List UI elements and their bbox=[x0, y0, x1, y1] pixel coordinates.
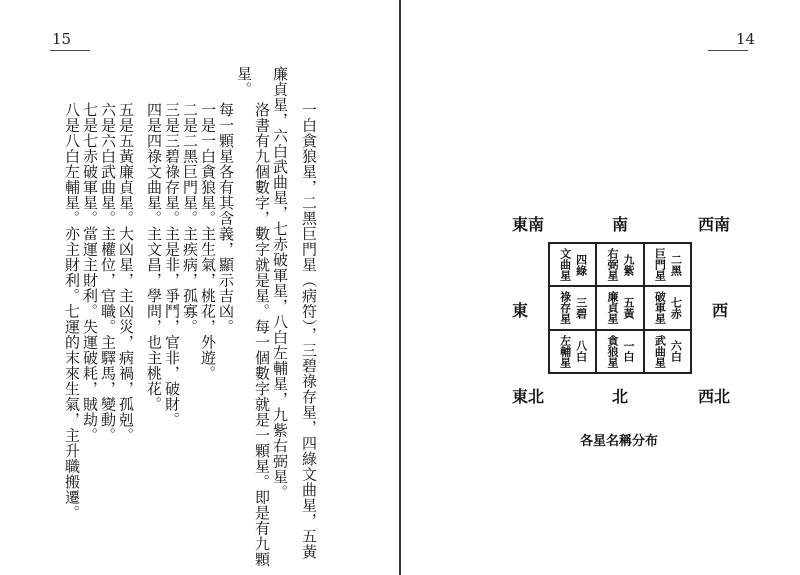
header-rule bbox=[50, 50, 90, 51]
direction-southeast: 東南 bbox=[512, 215, 545, 234]
star-name: 破軍星 bbox=[653, 291, 667, 325]
star-number: 三碧 bbox=[574, 296, 588, 319]
star-name: 祿存星 bbox=[558, 291, 572, 325]
direction-east: 東 bbox=[512, 301, 529, 320]
text-column: 洛書有九個數字，數字就是星。每一個數字就是一顆星。即是有九顆 bbox=[253, 102, 271, 567]
text-column: 廉貞星，六白武曲星，七赤破軍星，八白左輔星，九紫右弼星。 bbox=[271, 66, 289, 500]
text-column: 一是一白貪狼星。主生氣，桃花，外遊。 bbox=[199, 102, 217, 381]
direction-northwest: 西北 bbox=[698, 387, 731, 406]
figure-caption: 各星名稱分布 bbox=[580, 434, 659, 449]
grid-cell bbox=[596, 286, 643, 329]
star-number: 二黑 bbox=[669, 253, 683, 276]
header-rule bbox=[708, 50, 748, 51]
star-name: 武曲星 bbox=[653, 334, 667, 368]
star-name: 右弼星 bbox=[605, 248, 619, 282]
direction-northeast: 東北 bbox=[512, 387, 545, 406]
grid-cell bbox=[549, 330, 596, 373]
star-number: 九紫 bbox=[621, 253, 635, 276]
direction-southwest: 西南 bbox=[698, 215, 731, 234]
star-number: 四綠 bbox=[574, 253, 588, 276]
grid-cell bbox=[549, 243, 596, 286]
star-number: 八白 bbox=[574, 340, 588, 363]
star-number: 五黃 bbox=[621, 296, 635, 319]
grid-cell bbox=[596, 330, 643, 373]
text-column: 一白貪狼星，二黑巨門星（病符），三碧祿存星，四綠文曲星，五黃 bbox=[300, 102, 318, 560]
direction-south: 南 bbox=[612, 215, 629, 234]
book-gutter bbox=[399, 0, 401, 575]
direction-north: 北 bbox=[612, 387, 629, 406]
star-name: 巨門星 bbox=[653, 248, 667, 282]
text-column: 四是四祿文曲星。主文昌，學問，也主桃花。 bbox=[145, 102, 163, 412]
star-name: 文曲星 bbox=[558, 248, 572, 282]
grid-cell bbox=[644, 286, 691, 329]
page-number: 14 bbox=[736, 30, 756, 48]
grid-cell bbox=[549, 286, 596, 329]
page-number: 15 bbox=[52, 30, 72, 48]
text-column: 七是七赤破軍星。當運主財利。失運破耗，賊劫。 bbox=[81, 102, 99, 443]
text-column: 每一顆星各有其含義，顯示吉凶。 bbox=[217, 102, 235, 335]
star-name: 廉貞星 bbox=[605, 291, 619, 325]
star-name: 貪狼星 bbox=[605, 334, 619, 368]
star-number: 一白 bbox=[621, 340, 635, 363]
grid-cell bbox=[644, 243, 691, 286]
text-column: 五是五黃廉貞星。大凶星，主凶災，病禍，孤剋。 bbox=[117, 102, 135, 443]
text-column: 二是二黑巨門星。主疾病，孤寡。 bbox=[181, 102, 199, 335]
star-distribution-grid bbox=[548, 242, 692, 374]
text-column: 八是八白左輔星。亦主財利。七運的末來生氣，主升職搬遷。 bbox=[63, 102, 81, 521]
text-column: 星。 bbox=[235, 66, 253, 97]
star-number: 六白 bbox=[669, 340, 683, 363]
grid-cell bbox=[596, 243, 643, 286]
direction-west: 西 bbox=[712, 301, 729, 320]
star-name: 左輔星 bbox=[558, 334, 572, 368]
star-number: 七赤 bbox=[669, 296, 683, 319]
right-page bbox=[402, 0, 800, 575]
text-column: 三是三碧祿存星。主是非，爭鬥，官非，破財。 bbox=[163, 102, 181, 428]
text-column: 六是六白武曲星。主權位，官職。主驛馬，變動。 bbox=[99, 102, 117, 443]
grid-cell bbox=[644, 330, 691, 373]
